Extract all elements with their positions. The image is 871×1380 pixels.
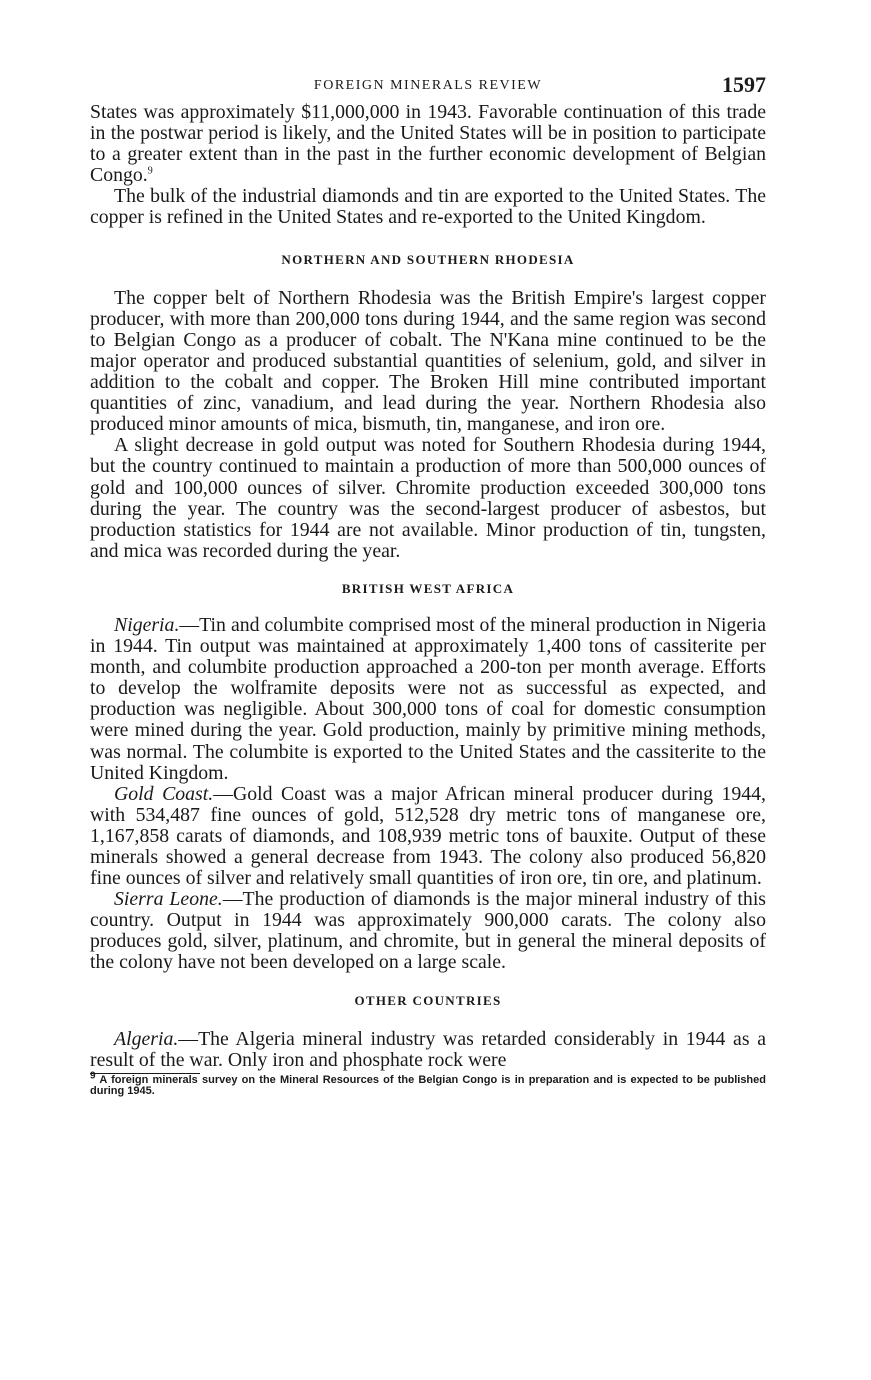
rhodesia-paragraph-1: The copper belt of Northern Rhodesia was the British Empire's largest copper producer, with more than 200,000 tons during 1944, and the same region was second to Belgian Congo as a producer of cobalt. The N'Kana mine continued to be the major operator and produced substantial quantities of selenium, gold, and silver in addition to the cobalt and copper. The Broken Hill mine contributed important quantities of zinc, vanadium, and lead during the year. Northern Rhodesia also produced minor amounts of mica, bismuth, tin, manganese, and iron ore. [90, 286, 766, 436]
footnote [90, 1070, 766, 1097]
intro-paragraph-1 [90, 102, 766, 186]
section-heading-other-countries: OTHER COUNTRIES [354, 992, 502, 1008]
nigeria-text: —Tin and columbite comprised most of the mineral production in Nigeria in 1944. Tin output was maintained at approximately 1,400 tons of cassiterite per month, and columbite production approached a 200-ton per month average. Efforts to develop the wolframite deposits were not as successful as expected, and production was negligible. About 300,000 tons of coal for domestic consumption were mined during the year. Gold production, mainly by primitive mining methods, was normal. The columbite is exported to the United States and the cassiterite to the United Kingdom. [90, 613, 766, 784]
nigeria-label: Nigeria. [114, 613, 180, 636]
nigeria-paragraph [90, 615, 766, 784]
gold-coast-label: Gold Coast. [114, 782, 214, 805]
body-text [90, 102, 766, 1071]
intro-paragraph-2: The bulk of the industrial diamonds and tin are exported to the United States. The copper is refined in the United States and re-exported to the United Kingdom. [90, 185, 766, 229]
gold-coast-text: —Gold Coast was a major African mineral producer during 1944, with 534,487 fine ounces of gold, 512,528 dry metric tons of manganese ore, 1,167,858 carats of diamonds, and 108,939 metric tons of bauxite. Output of these minerals showed a general decrease from 1943. The colony also produced 56,820 fine ounces of silver and relatively small quantities of iron ore, tin ore, and platinum. [90, 782, 766, 890]
page-number: 1597 [722, 72, 766, 97]
gold-coast-paragraph [90, 784, 766, 889]
algeria-paragraph [90, 1029, 766, 1071]
running-header [90, 72, 766, 102]
section-heading-rhodesia: NORTHERN AND SOUTHERN RHODESIA [281, 251, 575, 267]
footnote-reference: 9 [147, 165, 153, 177]
document-page [90, 72, 766, 1097]
rhodesia-paragraph-2: A slight decrease in gold output was noted for Southern Rhodesia during 1944, but the country continued to maintain a production of more than 500,000 ounces of gold and 100,000 ounces of silver. Chromite production exceeded 300,000 tons during the year. The country was the second-largest producer of asbestos, but production statistics for 1944 are not available. Minor production of tin, tungsten, and mica was recorded during the year. [90, 434, 766, 562]
algeria-text: —The Algeria mineral industry was retarded considerably in 1944 as a result of the war. Only iron and phosphate rock were [90, 1027, 766, 1071]
sierra-leone-label: Sierra Leone. [114, 888, 223, 911]
algeria-label: Algeria. [114, 1027, 179, 1050]
sierra-leone-text: —The production of diamonds is the major mineral industry of this country. Output in 1944 was approximately 900,000 carats. The colony also produces gold, silver, platinum, and chromite, but in general the mineral deposits of the colony have not been developed on a large scale. [90, 888, 767, 974]
running-title: FOREIGN MINERALS REVIEW [313, 78, 543, 93]
sierra-leone-paragraph [90, 889, 766, 973]
intro-paragraph-1-text: States was approximately $11,000,000 in 1943. Favorable continuation of this trade in the postwar period is likely, and the United States will be in position to participate to a greater extent than in the past in the further economic development of Belgian Congo. [90, 101, 766, 187]
section-heading-west-africa: BRITISH WEST AFRICA [341, 580, 515, 596]
footnote-text: A foreign minerals survey on the Mineral Resources of the Belgian Congo is in preparation and is expected to be published during 1945. [90, 1073, 766, 1097]
footnote-marker: 9 [90, 1070, 96, 1082]
